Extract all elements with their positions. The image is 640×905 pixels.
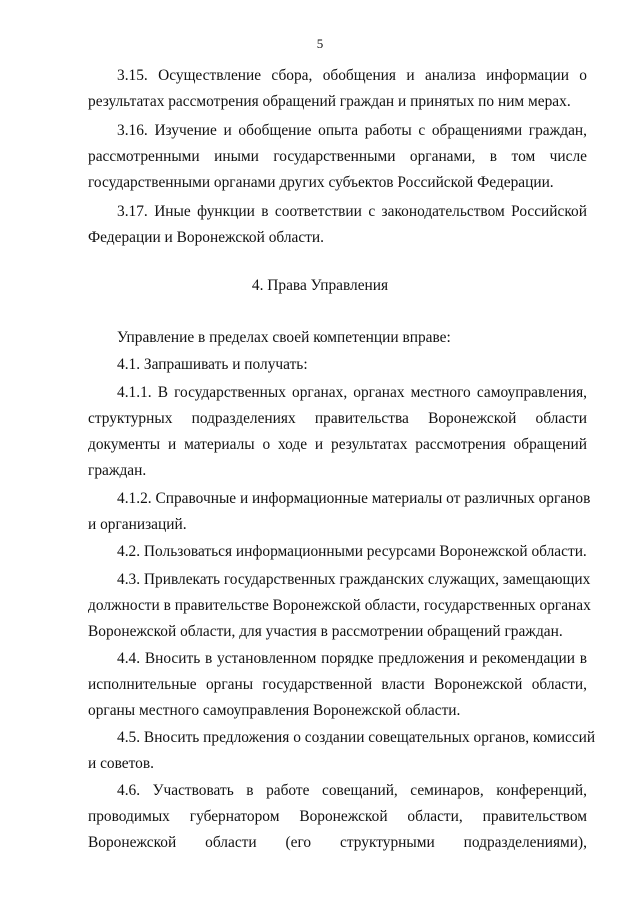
- text-line: и советов.: [88, 755, 154, 772]
- text-line: 3.16. Изучение и обобщение опыта работы с обращениями граждан,: [117, 122, 587, 139]
- text-line: государственными органами других субъектов Российской Федерации.: [88, 174, 554, 191]
- text-line: органы местного самоуправления Воронежской области.: [88, 702, 461, 719]
- text-line: исполнительные органы государственной власти Воронежской области,: [88, 676, 587, 693]
- text-line: 4.5. Вносить предложения о создании совещательных органов, комиссий: [117, 729, 596, 746]
- text-line: и организаций.: [88, 516, 187, 533]
- text-line: 4.3. Привлекать государственных гражданских служащих, замещающих: [117, 571, 591, 588]
- text-line: граждан.: [88, 462, 147, 479]
- text-line: 3.15. Осуществление сбора, обобщения и анализа информации о: [117, 67, 587, 84]
- section-heading: 4. Права Управления: [251, 277, 389, 294]
- text-line: результатах рассмотрения обращений граждан и принятых по ним мерах.: [88, 93, 571, 110]
- text-line: 4.4. Вносить в установленном порядке предложения и рекомендации в: [117, 650, 587, 667]
- text-line: 4.6. Участвовать в работе совещаний, семинаров, конференций,: [117, 782, 587, 799]
- page-number: 5: [316, 36, 324, 51]
- text-line: Управление в пределах своей компетенции вправе:: [117, 329, 451, 346]
- text-line: 4.1.1. В государственных органах, органах местного самоуправления,: [117, 384, 587, 401]
- text-line: Федерации и Воронежской области.: [88, 229, 324, 246]
- text-line: рассмотренными иными государственными органами, в том числе: [88, 148, 587, 165]
- text-line: Воронежской области (его структурными подразделениями),: [88, 834, 587, 851]
- text-line: 4.1.2. Справочные и информационные материалы от различных органов: [117, 490, 591, 507]
- text-line: 4.2. Пользоваться информационными ресурсами Воронежской области.: [117, 543, 587, 560]
- text-line: Воронежской области, для участия в рассмотрении обращений граждан.: [88, 623, 563, 640]
- text-line: проводимых губернатором Воронежской области, правительством: [88, 808, 587, 825]
- text-line: структурных подразделениях правительства Воронежской области: [88, 410, 587, 427]
- text-line: 4.1. Запрашивать и получать:: [117, 356, 308, 373]
- text-line: должности в правительстве Воронежской области, государственных органах: [88, 597, 591, 614]
- text-line: 3.17. Иные функции в соответствии с законодательством Российской: [117, 203, 587, 220]
- text-line: документы и материалы о ходе и результатах рассмотрения обращений: [88, 436, 587, 453]
